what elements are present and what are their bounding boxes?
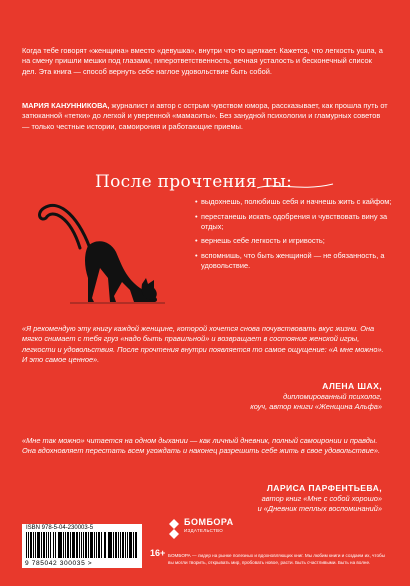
barcode-bar	[48, 532, 49, 558]
list-item: • перестанешь искать одобрения и чувствовать вину за отдых;	[195, 212, 395, 232]
barcode-bar	[43, 532, 45, 558]
barcode-bar	[133, 532, 134, 558]
barcode-bar	[63, 532, 64, 558]
publisher-name: БОМБОРА	[184, 517, 234, 527]
publisher-note: БОМБОРА — лидер на рынке полезных и вдохновляющих книг. Мы любим книги и создаем их, чтобы вы могли творить, открывать мир, пробовать новое, расти. Быть счастливыми. Быть на волне.	[168, 553, 385, 565]
title-swirl-decoration	[255, 180, 335, 194]
barcode-bar	[81, 532, 82, 558]
isbn-barcode	[22, 524, 142, 568]
publisher-subtitle: ИЗДАТЕЛЬСТВО	[184, 528, 224, 533]
list-item: • вернешь себе легкость и игривость;	[195, 236, 395, 246]
barcode-digits: 9 785042 300035 >	[25, 560, 93, 567]
author-name: МАРИЯ КАНУННИКОВА,	[22, 101, 110, 110]
barcode-bar	[108, 532, 109, 558]
barcode-bar	[94, 532, 95, 558]
barcode-bar	[58, 532, 59, 558]
barcode-bar	[35, 532, 36, 558]
barcode-bar	[129, 532, 132, 558]
barcode-bar	[55, 532, 56, 558]
reviewer-title: коуч, автор книги «Женщина Альфа»	[250, 402, 382, 411]
barcode-bar	[118, 532, 119, 558]
barcode-bar	[46, 532, 47, 558]
reviewer-name: АЛЕНА ШАХ,	[322, 381, 382, 391]
barcode-bar	[72, 532, 75, 558]
intro-paragraph: Когда тебе говорят «женщина» вместо «девушка», внутри что-то щелкает. Кажется, что легкость ушла, а на смену пришли мешки под глазами, гиперответственность, вечная усталость и бесконечный список дел. Эта книга — способ вернуть себе наглое удовольствие быть собой.	[22, 46, 383, 76]
list-item: • вспомнишь, что быть женщиной — не обязанность, а удовольствие.	[195, 251, 395, 271]
barcode-bars	[26, 532, 138, 558]
publisher-logo-icon	[168, 518, 180, 540]
barcode-bar	[65, 532, 66, 558]
barcode-bar	[90, 532, 93, 558]
barcode-bar	[53, 532, 55, 558]
barcode-bar	[125, 532, 126, 558]
barcode-bar	[109, 532, 112, 558]
reviewer-title: автор книг «Мне с собой хорошо»	[261, 494, 382, 503]
author-description: журналист и автор с острым чувством юмора, рассказывает, как прошла путь от затюканной «тетки» до легкой и уверенной «мамаситы». Без занудной психологии и гламурных советов — только честные истории, самоирония и работающие приемы.	[22, 101, 388, 131]
barcode-bar	[122, 532, 124, 558]
barcode-bar	[33, 532, 34, 558]
barcode-bar	[59, 532, 62, 558]
barcode-bar	[28, 532, 29, 558]
barcode-bar	[105, 532, 106, 558]
reviewer-title: дипломированный психолог,	[283, 392, 382, 401]
barcode-bar	[67, 532, 69, 558]
barcode-bar	[127, 532, 128, 558]
barcode-bar	[79, 532, 80, 558]
barcode-bar	[88, 532, 89, 558]
reviewer-name: ЛАРИСА ПАРФЕНТЬЕВА,	[266, 483, 382, 493]
isbn-text: ISBN 978-5-04-230003-5	[26, 525, 94, 531]
barcode-bar	[85, 532, 87, 558]
barcode-bar	[96, 532, 97, 558]
reviewer-title: и «Дневник теплых воспоминаний»	[257, 504, 382, 513]
black-cat-illustration	[30, 178, 170, 308]
barcode-bar	[120, 532, 121, 558]
barcode-bar	[113, 532, 114, 558]
barcode-bar	[101, 532, 103, 558]
review-quote-1: «Я рекомендую эту книгу каждой женщине, которой хочется снова почувствовать вкус жизни. Она мягко снимает с тебя груз «надо быть правильной» и возвращает в состояние женской игры, легкости и удовольствия. После прочтения внутри появляется то самое ощущение: «А мне можно». И это самое ценное».	[22, 324, 384, 364]
barcode-bar	[83, 532, 84, 558]
barcode-bar	[135, 532, 137, 558]
benefits-list	[195, 197, 395, 276]
barcode-bar	[30, 532, 32, 558]
barcode-bar	[41, 532, 42, 558]
review-signature-2	[258, 483, 382, 514]
barcode-bar	[26, 532, 27, 558]
barcode-bar	[98, 532, 100, 558]
age-rating: 16+	[150, 548, 166, 558]
author-paragraph	[22, 101, 388, 132]
barcode-bar	[76, 532, 78, 558]
review-signature-1	[250, 381, 382, 412]
after-reading-title: После прочтения ты:	[95, 172, 293, 192]
barcode-bar	[104, 532, 105, 558]
barcode-bar	[37, 532, 40, 558]
barcode-bar	[50, 532, 52, 558]
cat-tail	[40, 205, 92, 254]
list-item: • выдохнешь, полюбишь себя и начнешь жить с кайфом;	[195, 197, 395, 207]
review-quote-2: «Мне так можно» читается на одном дыхании — как личный дневник, полный самоиронии и правды. Она вдохновляет перестать всем угождать и наконец разрешить себе жить в свое удовольствие».	[22, 436, 381, 456]
barcode-bar	[70, 532, 71, 558]
barcode-bar	[115, 532, 117, 558]
